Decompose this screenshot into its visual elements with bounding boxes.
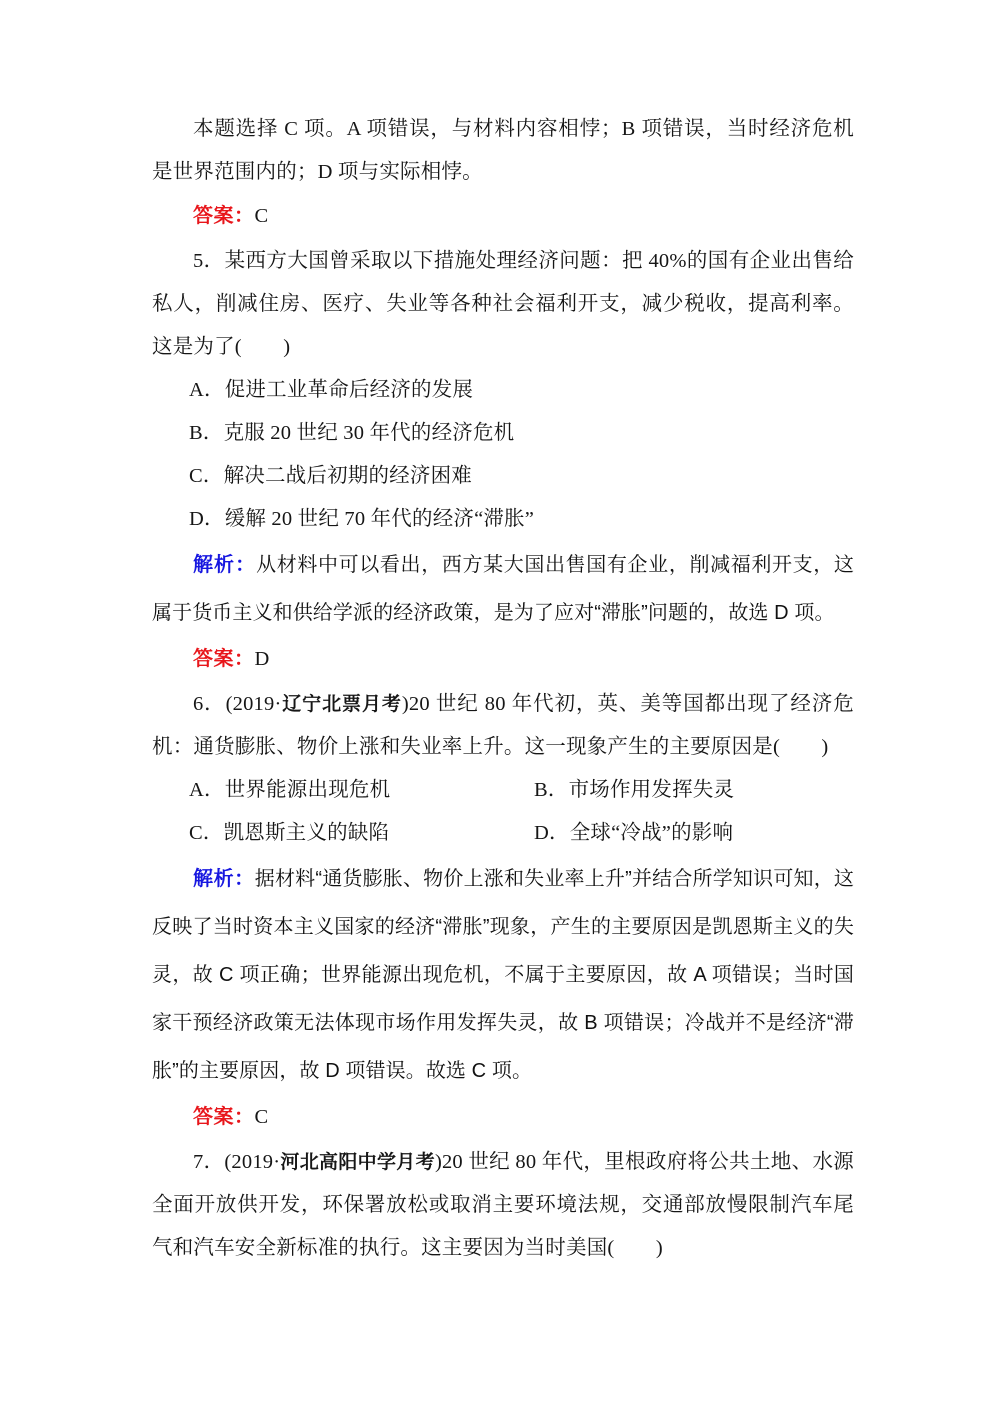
q5-option-d[interactable]: D．缓解 20 世纪 70 年代的经济“滞胀” bbox=[189, 508, 535, 530]
q6-option-d[interactable]: D．全球“冷战”的影响 bbox=[534, 822, 734, 844]
q7-exam-source: 河北高阳中学月考 bbox=[280, 1152, 435, 1173]
q7-stem-prefix: 7．(2019· bbox=[193, 1151, 281, 1173]
q5-analysis bbox=[152, 541, 854, 637]
q5-option-b[interactable]: B．克服 20 世纪 30 年代的经济危机 bbox=[189, 422, 515, 444]
page-content bbox=[152, 108, 854, 1270]
q7-stem-body: )20 世纪 80 年代，里根政府将公共土地、水源全面开放供开发，环保署放松或取消主要环境法规，交通部放慢限制汽车尾气和汽车安全新标准的执行。这主要因为当时美国( ) bbox=[152, 1151, 854, 1259]
answer-label: 答案： bbox=[193, 1106, 255, 1128]
q6-analysis-text: 据材料“通货膨胀、物价上涨和失业率上升”并结合所学知识可知，这反映了当时资本主义国家的经济“滞胀”现象，产生的主要原因是凯恩斯主义的失灵，故 C 项正确；世界能源出现危机，不属于主要原因，故 A 项错误；当时国家干预经济政策无法体现市场作用发挥失灵，故 B 项错误；冷战并不是经济“滞胀”的主要原因，故 D 项错误。故选 C 项。 bbox=[152, 868, 854, 1082]
answer-label: 答案： bbox=[193, 648, 255, 670]
q5-answer-value: D bbox=[254, 648, 270, 670]
analysis-label: 解析： bbox=[193, 554, 257, 576]
q4-answer-value: C bbox=[254, 205, 269, 227]
q6-stem-prefix: 6．(2019· bbox=[193, 693, 282, 715]
q5-option-c[interactable]: C．解决二战后初期的经济困难 bbox=[189, 465, 472, 487]
q7-stem bbox=[152, 1141, 854, 1270]
q5-analysis-text: 从材料中可以看出，西方某大国出售国有企业，削减福利开支，这属于货币主义和供给学派的经济政策，是为了应对“滞胀”问题的，故选 D 项。 bbox=[152, 554, 854, 624]
q6-stem bbox=[152, 683, 854, 769]
q5-option-a[interactable]: A．促进工业革命后经济的发展 bbox=[189, 379, 474, 401]
q6-exam-source: 辽宁北票月考 bbox=[281, 694, 402, 715]
answer-label: 答案： bbox=[193, 205, 255, 227]
q6-stem-body: )20 世纪 80 年代初，英、美等国都出现了经济危机：通货膨胀、物价上涨和失业率上升。这一现象产生的主要原因是( ) bbox=[152, 693, 855, 758]
q6-answer-value: C bbox=[254, 1106, 269, 1128]
q6-option-c[interactable]: C．凯恩斯主义的缺陷 bbox=[189, 822, 390, 844]
q5-stem: 5．某西方大国曾采取以下措施处理经济问题：把 40%的国有企业出售给私人，削减住房、医疗、失业等各种社会福利开支，减少税收，提高利率。这是为了( ) bbox=[152, 250, 854, 358]
q6-analysis bbox=[152, 855, 854, 1095]
q6-option-b[interactable]: B．市场作用发挥失灵 bbox=[534, 779, 735, 801]
q6-option-a[interactable]: A．世界能源出现危机 bbox=[189, 779, 391, 801]
q6-answer-row bbox=[152, 1095, 854, 1141]
q6-options-row-2 bbox=[152, 812, 854, 855]
q4-answer-row bbox=[152, 194, 854, 240]
q5-answer-row bbox=[152, 637, 854, 683]
q6-options-row-1 bbox=[152, 769, 854, 812]
analysis-label: 解析： bbox=[193, 868, 255, 890]
q4-explanation-tail: 本题选择 C 项。A 项错误，与材料内容相悖；B 项错误，当时经济危机是世界范围内的；D 项与实际相悖。 bbox=[152, 118, 854, 183]
